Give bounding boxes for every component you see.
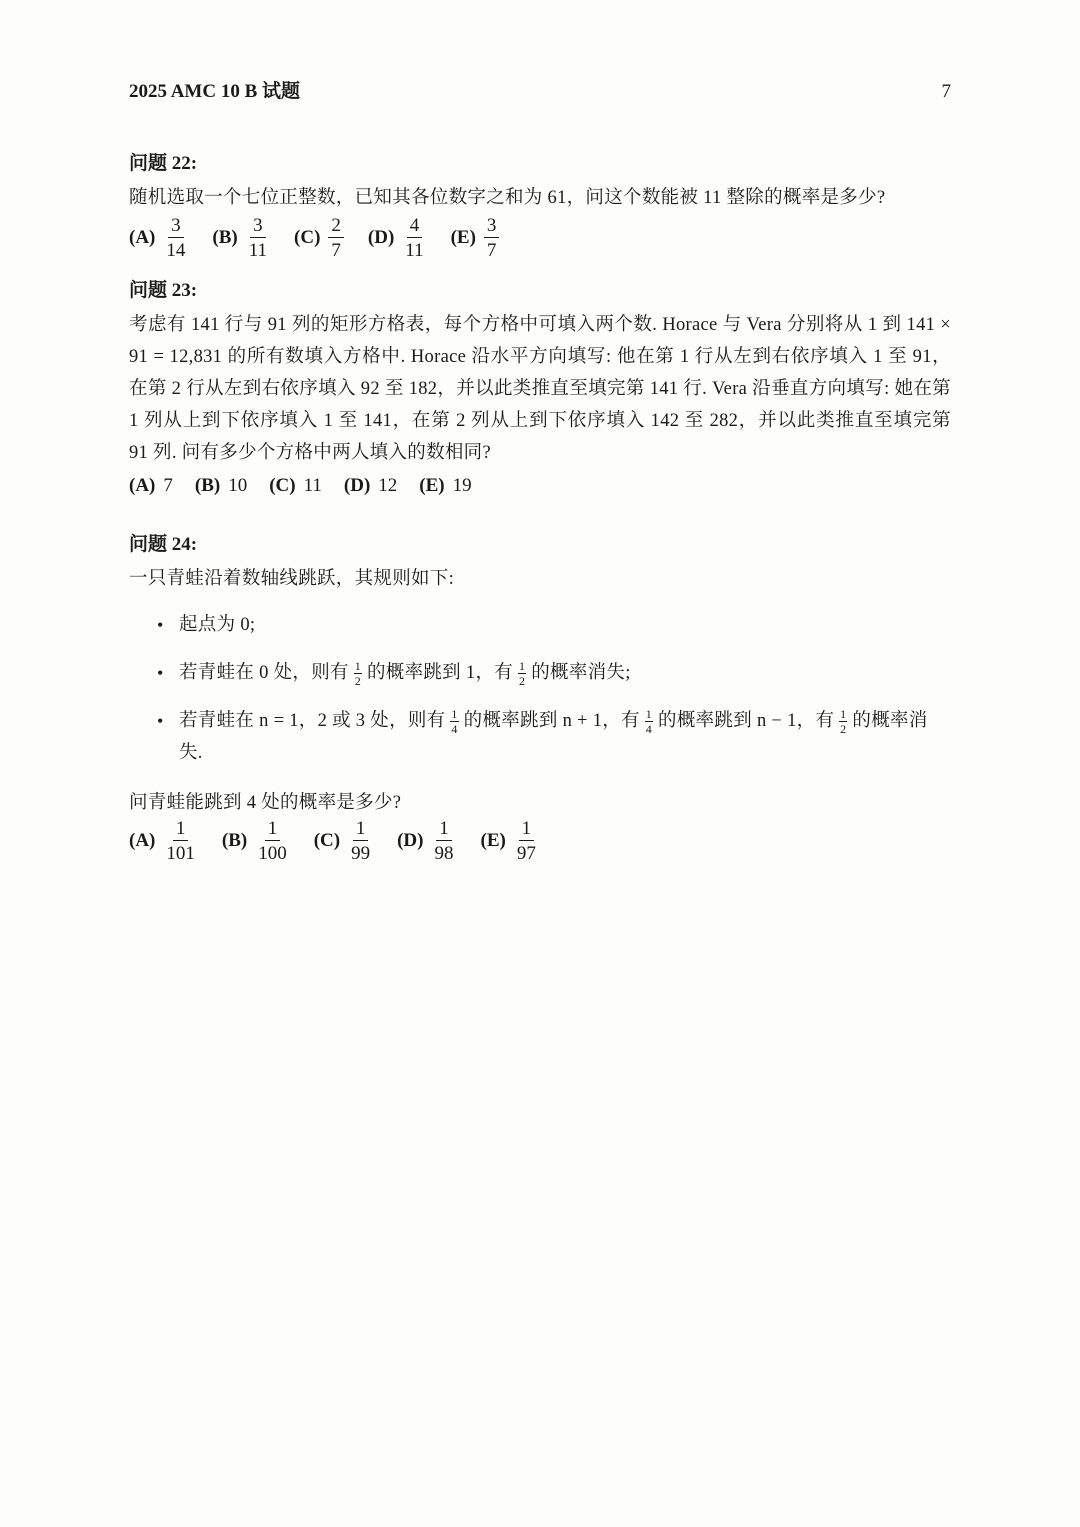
page-number: 7 xyxy=(941,81,951,102)
problem-22-text: 随机选取一个七位正整数，已知其各位数字之和为 61，问这个数能被 11 整除的概率是多少? xyxy=(129,188,886,208)
choice-d: (D) 12 xyxy=(343,475,398,496)
problem-22-title: 问题 22: xyxy=(129,153,198,174)
choice-e: (E) $\frac{3}{7}$ xyxy=(451,216,500,260)
problem-24-choices xyxy=(129,819,951,863)
choice-c: (C) $\frac{1}{99}$ xyxy=(313,818,371,864)
choice-a: (A) 7 xyxy=(129,475,173,496)
rules-list xyxy=(129,609,951,769)
page-title: 2025 AMC 10 B 试题 xyxy=(129,81,301,102)
choice-a: (A) $\frac{1}{101}$ xyxy=(129,818,195,864)
choice-d: (D) $\frac{1}{98}$ xyxy=(397,818,454,864)
problem-24-title: 问题 24: xyxy=(129,534,198,555)
bullet-icon: • xyxy=(157,615,164,635)
problem-23-text: 考虑有 141 行与 91 列的矩形方格表，每个方格中可填入两个数. Horace 与 Vera 分别将从 1 到 141 × 91 = 12,831 的所有数填入方格中. Horace 沿水平方向填写: 他在第 1 行从左到右依序填入 1 至 91，在第 2 行从左到右依序填入 92 至 182，并以此类推直至填完第 141 行. Vera 沿垂直方向填写: 她在第 1 列从上到下依序填入 1 至 141，在第 2 列从上到下依序填入 142 至 282，并以此类推直至填完第 91 列. 问有多少个方格中两人填入的数相同? xyxy=(129,315,951,463)
rule-item: • 若青蛙在 0 处，则有 $\frac{1}{2}$ 的概率跳到 1，有 $\frac{1}{2}$ 的概率消失; xyxy=(157,658,631,688)
choice-d: (D) $\frac{4}{11}$ xyxy=(367,215,424,261)
choice-e: (E) $\frac{1}{97}$ xyxy=(480,818,536,864)
problem-23-choices xyxy=(129,475,951,497)
bullet-icon: • xyxy=(157,663,164,683)
problem-24-intro: 一只青蛙沿着数轴线跳跃，其规则如下: xyxy=(129,569,455,589)
rule-item: • 起点为 0; xyxy=(129,609,951,641)
problem-22-choices xyxy=(129,216,951,260)
choice-b: (B) 10 xyxy=(194,475,248,496)
page-header xyxy=(129,76,951,103)
problem-24-question: 问青蛙能跳到 4 处的概率是多少? xyxy=(129,793,402,813)
problem-24 xyxy=(129,533,951,863)
choice-c: (C) 11 xyxy=(269,475,322,496)
rule-item: • 若青蛙在 n = 1，2 或 3 处，则有 $\frac{1}{4}$ 的概率跳到 n + 1，有 $\frac{1}{4}$ 的概率跳到 n − 1，有 $\frac{1}{2}$ 的概率消失. xyxy=(157,706,928,763)
bullet-icon: • xyxy=(157,711,164,731)
problem-23 xyxy=(129,279,951,497)
choice-c: (C) $\frac{2}{7}$ xyxy=(294,216,344,260)
choice-a: (A) $\frac{3}{14}$ xyxy=(129,215,186,261)
choice-b: (B) $\frac{3}{11}$ xyxy=(212,215,268,261)
choice-b: (B) $\frac{1}{100}$ xyxy=(221,818,287,864)
choice-e: (E) 19 xyxy=(419,475,472,496)
problem-22 xyxy=(129,152,951,260)
problem-23-title: 问题 23: xyxy=(129,280,198,301)
